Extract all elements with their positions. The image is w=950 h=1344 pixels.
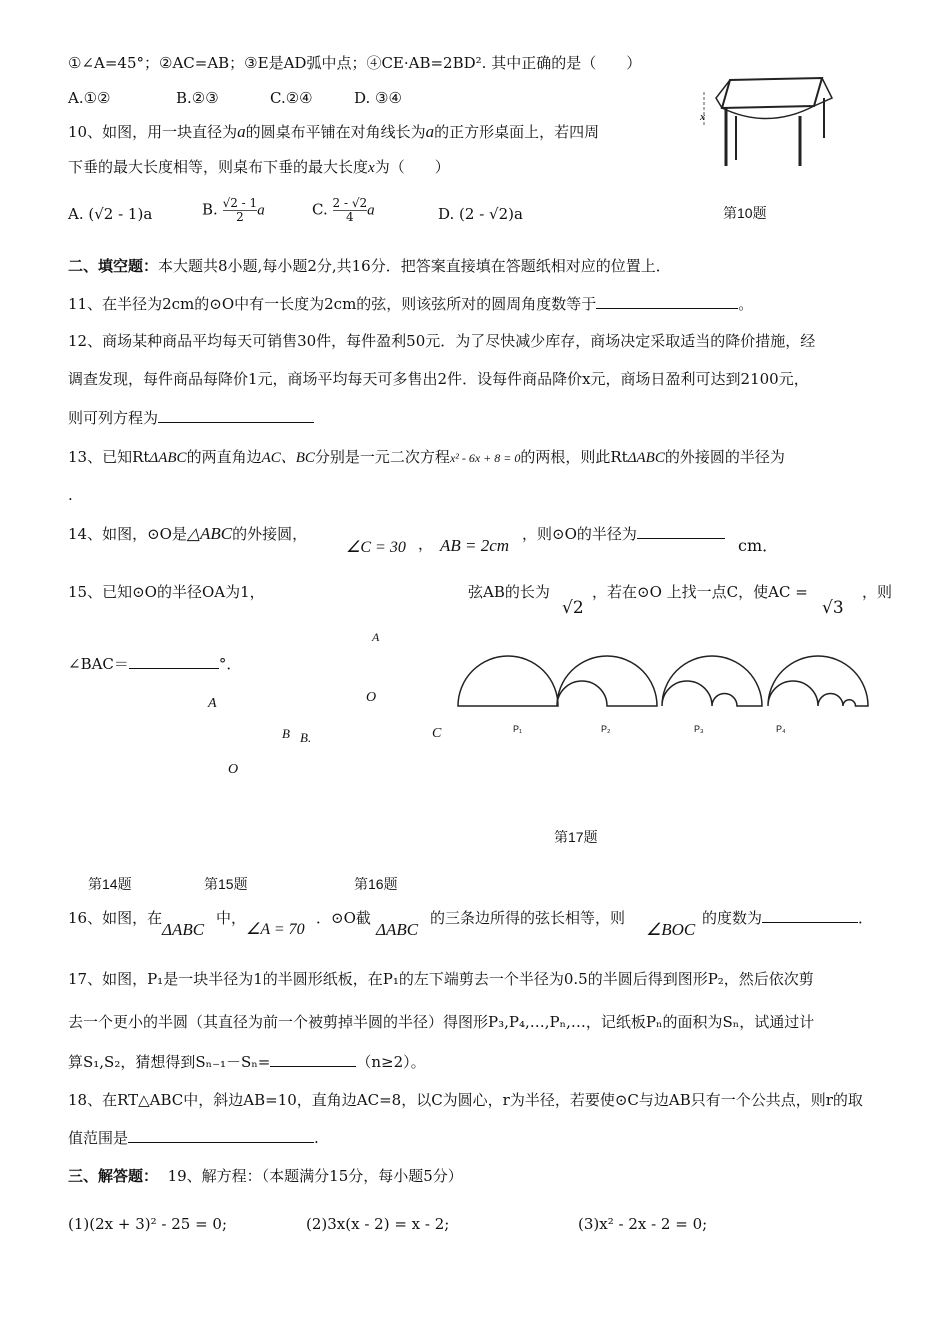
q9-line: ①∠A=45°；②AC=AB；③E是AD弧中点；④CE·AB=2BD². 其中正确的是（ ） [68,54,642,72]
q11-line: 11、在半径为2cm的⊙O中有一长度为2cm的弦，则该弦所对的圆周角度数等于 。 [68,295,754,313]
q17-line2: 去一个更小的半圆（其直径为前一个被剪掉半圆的半径）得图形P₃,P₄,…,Pₙ,…，记纸板Pₙ的面积为Sₙ，试通过计 [68,1013,815,1031]
q12-line3: 则可列方程为 [68,408,314,428]
q13-line1: 13、已知RtΔABC的两直角边AC、BC分别是一元二次方程x² - 6x + 8 = 0的两根，则此RtΔABC的外接圆的半径为 [68,448,785,466]
q16-boc: ∠BOC [646,920,696,939]
fig14-caption: 第14题 [88,876,132,892]
fig17-label-p1: P₁ [513,724,523,734]
q10-option-b: B. $\frac{√2 - 1}{2}$ a [202,196,265,224]
q18-line2: 值范围是 . [68,1129,319,1147]
section3-heading: 三、解答题： 19、解方程：（本题满分15分，每小题5分） [68,1167,463,1185]
q9-option-b: B.②③ [176,89,219,107]
q15-answer-blank[interactable] [129,654,219,669]
fig16-caption: 第16题 [354,876,398,892]
q15-sqrt3: √3 [822,598,844,618]
fig-letter-o2: O [228,762,239,777]
q10-line2: 下垂的最大长度相等，则桌布下垂的最大长度x为（ ） [68,158,450,176]
q19-eq1: (1)(2x + 3)² - 25 = 0; [68,1215,228,1233]
svg-text:x: x [700,111,705,123]
fig-letter-a2: A [208,696,217,711]
table-figure [692,68,852,178]
q15-line1b: 弦AB的长为 [468,583,550,601]
q16-angle: ∠A = 70 [246,921,305,938]
fig-letter-o1: O [366,690,377,705]
q14-unit: cm． [738,536,779,555]
q14-comma: ， [418,535,434,553]
q16-c: ．⊙O截 [316,909,371,927]
q10-option-c: C. $\frac{2 - √2}{4}$ a [312,196,375,224]
q10-line1: 10、如图，用一块直径为a的圆桌布平铺在对角线长为a的正方形桌面上，若四周 [68,122,600,141]
q15-line1: 15、已知⊙O的半径OA为1， [68,583,265,601]
q14-tail: ，则⊙O的半径为 [522,524,725,544]
q16-answer-blank[interactable] [762,908,858,923]
q9-option-a: A.①② [68,89,111,107]
q18-line1: 18、在RT△ABC中，斜边AB=10，直角边AC=8，以C为圆心，r为半径，若要使⊙C与边AB只有一个公共点，则r的取 [68,1091,863,1109]
q15-sqrt2: √2 [562,598,584,618]
q19-eq3: (3)x² - 2x - 2 = 0; [578,1215,708,1233]
fig17-caption: 第17题 [554,829,598,845]
fig-letter-c: C [432,726,442,741]
q13-line2: . [68,486,73,504]
q14-answer-blank[interactable] [637,524,725,539]
q12-line2: 调查发现，每件商品每降价1元，商场平均每天可多售出2件．设每件商品降价x元，商场日盈利可达到2100元， [68,370,809,388]
fig17-label-p3: P₃ [694,724,704,734]
q18-answer-blank[interactable] [128,1128,314,1143]
q10-option-d: D. (2 - √2)a [438,205,523,223]
q10-option-a: A. (√2 - 1)a [68,205,153,223]
q16-tri2: ΔABC [376,920,419,939]
section2-heading: 二、填空题：本大题共8小题,每小题2分,共16分．把答案直接填在答题纸相对应的位置上． [68,257,671,275]
q9-option-d: D. ③④ [354,89,402,107]
q15-line2: ∠BAC＝ °． [68,655,242,673]
q11-answer-blank[interactable] [596,294,738,309]
q9-option-c: C.②④ [270,89,313,107]
q15-line1c: ，若在⊙O 上找一点C，使AC = [592,583,808,601]
q16-a: 16、如图，在 [68,909,163,927]
q14-line: 14、如图，⊙O是△ABC的外接圆， [68,524,308,543]
q14-ab: AB = 2cm [440,536,510,555]
q17-line1: 17、如图，P₁是一块半径为1的半圆形纸板，在P₁的左下端剪去一个半径为0.5的半圆后得到图形P₂，然后依次剪 [68,970,814,988]
q16-b: 中， [216,909,247,927]
q16-e: 的度数为 ． [702,909,874,927]
q12-answer-blank[interactable] [158,408,314,423]
fig15-caption: 第15题 [204,876,248,892]
fig-letter-a1: A [372,630,380,644]
q16-tri1: ΔABC [162,920,205,939]
fig-letter-b2: B. [300,730,312,745]
q16-d: 的三条边所得的弦长相等，则 [430,909,626,927]
fig17-label-p4: P₄ [776,724,786,734]
fig17-semicircles [450,648,870,728]
q17-line3: 算S₁,S₂，猜想得到Sₙ₋₁－Sₙ= （n≥2）。 [68,1053,426,1071]
q17-answer-blank[interactable] [270,1052,356,1067]
q12-line1: 12、商场某种商品平均每天可销售30件，每件盈利50元．为了尽快减少库存，商场决定采取适当的降价措施，经 [68,332,816,350]
q19-eq2: (2)3x(x - 2) = x - 2; [306,1215,450,1233]
fig-letter-b1: B [282,726,290,741]
q10-caption: 第10题 [723,205,767,221]
fig17-label-p2: P₂ [601,724,611,734]
q14-angle: ∠C = 30 [346,539,406,556]
q15-line1d: ，则 [862,583,893,601]
